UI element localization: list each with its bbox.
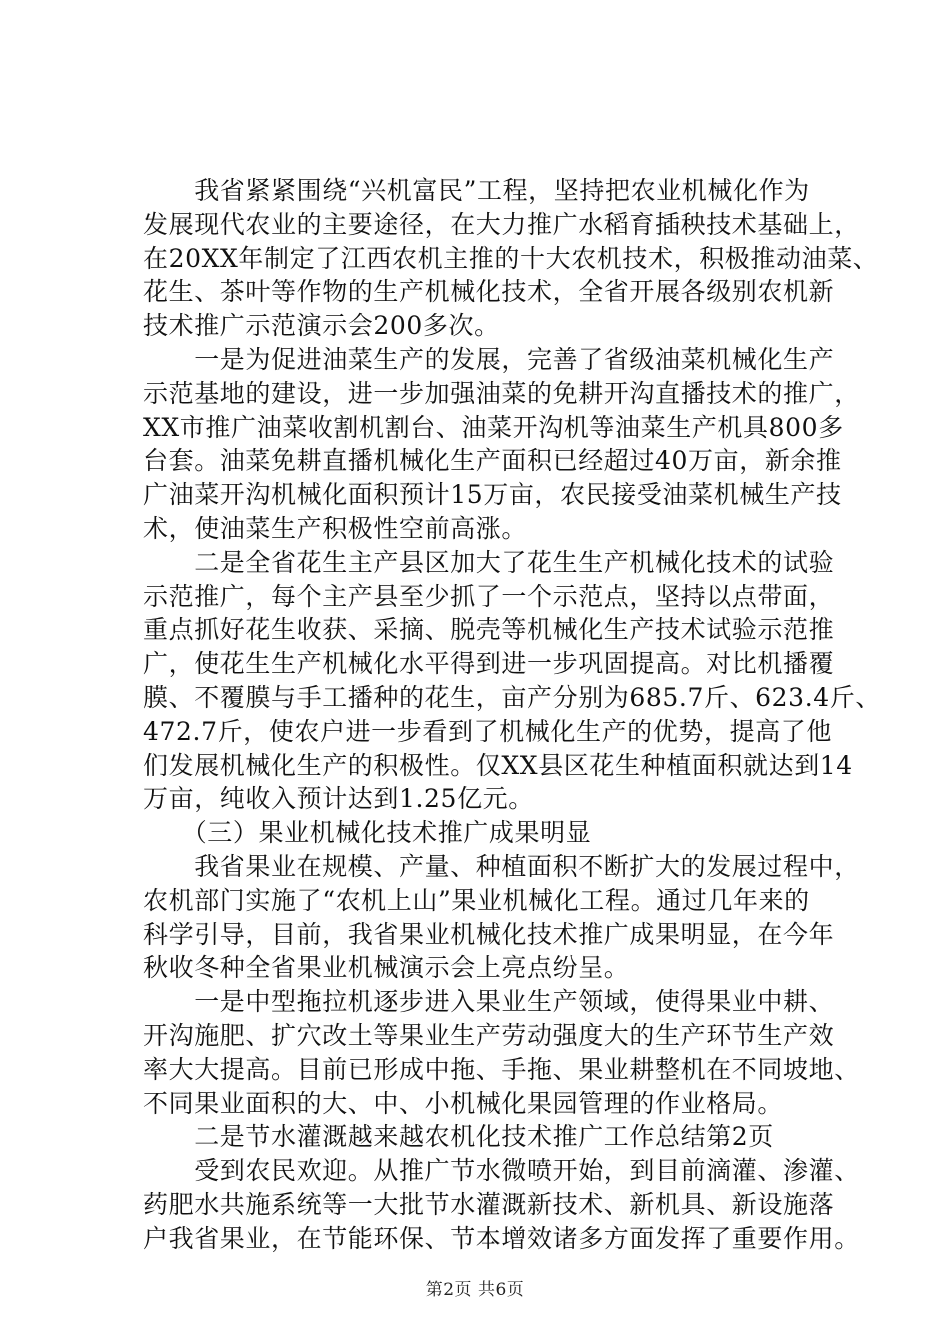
text-line: 受到农民欢迎。从推广节水微喷开始，到目前滴灌、渗灌、 [143, 1156, 860, 1186]
text-line: XX市推广油菜收割机割台、油菜开沟机等油菜生产机具800多 [143, 412, 844, 442]
text-line: 发展现代农业的主要途径，在大力推广水稻育插秧技术基础上， [143, 209, 860, 239]
text-line: 秋收冬种全省果业机械演示会上亮点纷呈。 [143, 953, 630, 983]
text-line: 万亩，纯收入预计达到1.25亿元。 [143, 784, 534, 814]
text-line: 我省紧紧围绕“兴机富民”工程，坚持把农业机械化作为 [143, 176, 810, 205]
text-line: 一是为促进油菜生产的发展，完善了省级油菜机械化生产 [143, 344, 835, 374]
text-line: 花生、茶叶等作物的生产机械化技术，全省开展各级别农机新 [143, 277, 835, 307]
text-line: 技术推广示范演示会200多次。 [143, 311, 500, 341]
text-line: 重点抓好花生收获、采摘、脱壳等机械化生产技术试验示范推 [143, 615, 835, 645]
text-line: （三）果业机械化技术推广成果明显 [143, 818, 592, 848]
text-line: 术，使油菜生产积极性空前高涨。 [143, 513, 528, 543]
text-line: 药肥水共施系统等一大批节水灌溉新技术、新机具、新设施落 [143, 1189, 835, 1219]
text-line: 示范基地的建设，进一步加强油菜的免耕开沟直播技术的推广， [143, 378, 860, 408]
document-body [143, 174, 881, 1256]
text-line: 膜、不覆膜与手工播种的花生，亩产分别为685.7斤、623.4斤、 [143, 682, 881, 712]
text-line: 广油菜开沟机械化面积预计15万亩，农民接受油菜机械生产技 [143, 480, 842, 510]
text-line: 户我省果业，在节能环保、节本增效诸多方面发挥了重要作用。 [143, 1223, 860, 1253]
text-line: 科学引导，目前，我省果业机械化技术推广成果明显，在今年 [143, 919, 835, 949]
text-line: 率大大提高。目前已形成中拖、手拖、果业耕整机在不同坡地、 [143, 1054, 860, 1084]
text-line: 一是中型拖拉机逐步进入果业生产领域，使得果业中耕、 [143, 987, 835, 1017]
text-line: 们发展机械化生产的积极性。仅XX县区花生种植面积就达到14 [143, 750, 853, 780]
text-line: 在20XX年制定了江西农机主推的十大农机技术，积极推动油菜、 [143, 243, 879, 273]
text-line: 472.7斤，使农户进一步看到了机械化生产的优势，提高了他 [143, 716, 832, 746]
text-line: 示范推广，每个主产县至少抓了一个示范点，坚持以点带面， [143, 581, 835, 611]
text-line: 二是全省花生主产县区加大了花生生产机械化技术的试验 [143, 547, 835, 577]
text-line: 台套。油菜免耕直播机械化生产面积已经超过40万亩，新余推 [143, 446, 842, 476]
text-line: 我省果业在规模、产量、种植面积不断扩大的发展过程中， [143, 851, 860, 881]
text-line: 二是节水灌溉越来越农机化技术推广工作总结第2页 [143, 1122, 774, 1152]
text-line: 广，使花生生产机械化水平得到进一步巩固提高。对比机播覆 [143, 649, 835, 679]
text-line: 农机部门实施了“农机上山”果业机械化工程。通过几年来的 [143, 885, 810, 915]
text-line: 开沟施肥、扩穴改土等果业生产劳动强度大的生产环节生产效 [143, 1020, 835, 1050]
page-footer: 第2页 共6页 [425, 1280, 525, 1300]
text-line: 不同果业面积的大、中、小机械化果园管理的作业格局。 [143, 1088, 784, 1118]
